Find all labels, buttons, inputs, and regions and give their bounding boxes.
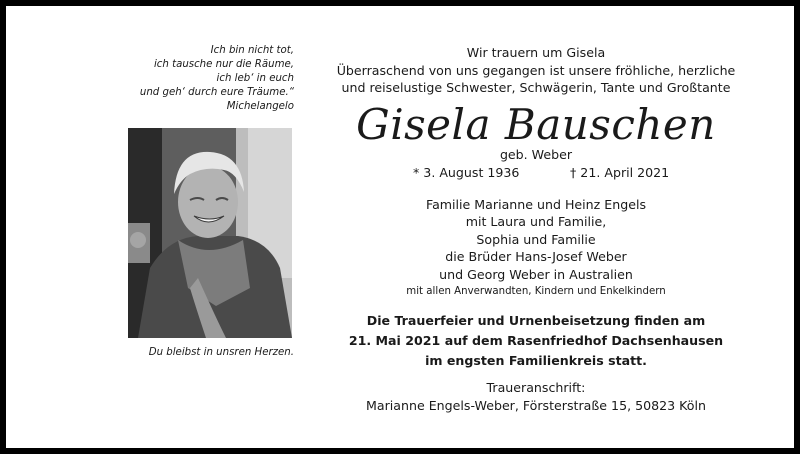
address-value: Marianne Engels-Weber, Försterstraße 15, 50823 Köln [366, 397, 706, 413]
death-date: † 21. April 2021 [570, 164, 670, 180]
deceased-name: Gisela Bauschen [356, 99, 716, 149]
relatives-line: mit allen Anverwandten, Kindern und Enkelkindern [406, 286, 666, 297]
poem-line: und geh‘ durch eure Träume.“ [139, 87, 294, 98]
mourner-line: und Georg Weber in Australien [439, 266, 633, 282]
birth-name: geb. Weber [499, 146, 573, 162]
description-line: Überraschend von uns gegangen ist unsere fröhliche, herzliche [336, 62, 736, 78]
ceremony-line: 21. Mai 2021 auf dem Rasenfriedhof Dachsenhausen [348, 333, 724, 348]
portrait-photo [128, 128, 292, 338]
obituary-text [326, 44, 746, 414]
mourning-address [326, 379, 746, 414]
ceremony-line: Die Trauerfeier und Urnenbeisetzung finden am [366, 313, 706, 328]
poem-line: Ich bin nicht tot, [210, 45, 294, 56]
poem-line: ich leb‘ in euch [216, 73, 294, 84]
address-label: Traueranschrift: [486, 380, 586, 395]
mourner-line: mit Laura und Familie, [465, 214, 607, 229]
ceremony-notice [326, 311, 746, 371]
birth-date: * 3. August 1936 [413, 164, 520, 180]
poem-line: ich tausche nur die Räume, [153, 59, 294, 70]
life-dates [326, 164, 746, 182]
mourner-line: Familie Marianne und Heinz Engels [425, 196, 647, 212]
description-line: und reiselustige Schwester, Schwägerin, Tante und Großtante [341, 80, 731, 95]
poem-author: Michelangelo [226, 101, 294, 112]
mourner-line: die Brüder Hans-Josef Weber [445, 249, 627, 264]
photo-caption: Du bleibst in unsren Herzen. [148, 347, 294, 358]
poem-quote [106, 44, 294, 114]
portrait-image [128, 128, 292, 338]
intro-line: Wir trauern um Gisela [466, 45, 606, 60]
mourners-list [326, 196, 746, 301]
ceremony-line: im engsten Familienkreis statt. [425, 353, 647, 368]
mourner-line: Sophia und Familie [476, 231, 596, 247]
